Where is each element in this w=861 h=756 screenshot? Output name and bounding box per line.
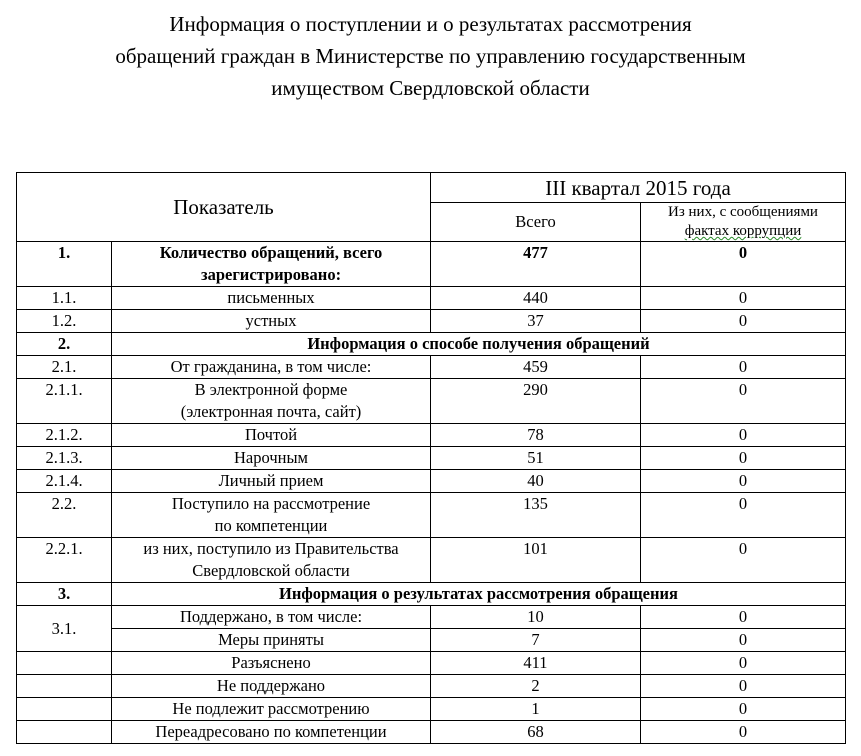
table-row (17, 538, 846, 583)
row-number: 3.1. (17, 606, 112, 652)
title-line: Информация о поступлении и о результатах рассмотрения (169, 12, 692, 36)
table-row (17, 698, 846, 721)
row-number: 2.2.1. (17, 538, 112, 583)
row-number: 1.1. (17, 287, 112, 310)
row-label: Нарочным (112, 447, 431, 470)
table-row (17, 310, 846, 333)
header-period: III квартал 2015 года (431, 173, 846, 203)
row-corruption: 0 (641, 356, 846, 379)
row-number: 3. (17, 583, 112, 606)
row-label-line: Свердловской области (192, 561, 350, 580)
row-total: 78 (431, 424, 641, 447)
table-row (17, 675, 846, 698)
row-number: 1.2. (17, 310, 112, 333)
row-total: 477 (431, 242, 641, 287)
row-corruption: 0 (641, 721, 846, 744)
table-row (17, 287, 846, 310)
row-label: письменных (112, 287, 431, 310)
row-corruption: 0 (641, 698, 846, 721)
section-heading: Информация о способе получения обращений (112, 333, 846, 356)
row-label: Не поддержано (112, 675, 431, 698)
page-title (0, 8, 861, 104)
table-row (17, 379, 846, 424)
row-label-line: из них, поступило из Правительства (143, 539, 399, 558)
header-corruption-line: фактах коррупции (684, 223, 802, 239)
row-corruption: 0 (641, 606, 846, 629)
row-total: 135 (431, 493, 641, 538)
header-total: Всего (431, 203, 641, 242)
header-corruption (641, 203, 846, 242)
row-corruption: 0 (641, 470, 846, 493)
row-corruption: 0 (641, 310, 846, 333)
row-corruption: 0 (641, 493, 846, 538)
row-number: 1. (17, 242, 112, 287)
row-label (112, 242, 431, 287)
row-number (17, 721, 112, 744)
row-number (17, 675, 112, 698)
row-label: От гражданина, в том числе: (112, 356, 431, 379)
table-row (17, 356, 846, 379)
row-total: 40 (431, 470, 641, 493)
row-corruption: 0 (641, 287, 846, 310)
section-heading: Информация о результатах рассмотрения обращения (112, 583, 846, 606)
row-number (17, 652, 112, 675)
section-row (17, 333, 846, 356)
row-total: 101 (431, 538, 641, 583)
row-label: Меры приняты (112, 629, 431, 652)
row-label-line: по компетенции (214, 516, 328, 535)
row-number: 2.1.3. (17, 447, 112, 470)
row-total: 7 (431, 629, 641, 652)
section-row (17, 583, 846, 606)
row-corruption: 0 (641, 629, 846, 652)
header-indicator: Показатель (17, 173, 431, 242)
row-label: Разъяснено (112, 652, 431, 675)
row-label-line: зарегистрировано: (200, 265, 342, 284)
row-corruption: 0 (641, 447, 846, 470)
row-label: Личный прием (112, 470, 431, 493)
row-corruption: 0 (641, 675, 846, 698)
header-corruption-line: Из них, с сообщениями (668, 204, 818, 220)
row-label: Не подлежит рассмотрению (112, 698, 431, 721)
row-label (112, 538, 431, 583)
row-total: 1 (431, 698, 641, 721)
row-label: Поддержано, в том числе: (112, 606, 431, 629)
row-total: 10 (431, 606, 641, 629)
table-row (17, 493, 846, 538)
row-label: устных (112, 310, 431, 333)
table-row (17, 652, 846, 675)
table-row (17, 629, 846, 652)
row-label: Почтой (112, 424, 431, 447)
appeals-table (16, 172, 846, 744)
row-corruption: 0 (641, 424, 846, 447)
row-total: 290 (431, 379, 641, 424)
row-total: 411 (431, 652, 641, 675)
table-row (17, 424, 846, 447)
row-number: 2.1.1. (17, 379, 112, 424)
row-label (112, 493, 431, 538)
row-number: 2.2. (17, 493, 112, 538)
row-number (17, 698, 112, 721)
title-line: обращений граждан в Министерстве по управлению государственным (115, 44, 746, 68)
row-label-line: Поступило на рассмотрение (171, 494, 371, 513)
row-number: 2.1.2. (17, 424, 112, 447)
table-row (17, 447, 846, 470)
row-corruption: 0 (641, 379, 846, 424)
row-number: 2. (17, 333, 112, 356)
row-label-line: (электронная почта, сайт) (180, 402, 362, 421)
row-corruption: 0 (641, 242, 846, 287)
table-row (17, 242, 846, 287)
row-total: 2 (431, 675, 641, 698)
row-corruption: 0 (641, 538, 846, 583)
row-number: 2.1. (17, 356, 112, 379)
row-total: 459 (431, 356, 641, 379)
row-label-line: В электронной форме (194, 380, 348, 399)
row-total: 68 (431, 721, 641, 744)
table-row (17, 721, 846, 744)
row-number: 2.1.4. (17, 470, 112, 493)
row-label (112, 379, 431, 424)
row-label: Переадресовано по компетенции (112, 721, 431, 744)
row-label-line: Количество обращений, всего (159, 243, 383, 262)
row-corruption: 0 (641, 652, 846, 675)
title-line: имуществом Свердловской области (271, 76, 590, 100)
table-row (17, 470, 846, 493)
row-total: 440 (431, 287, 641, 310)
row-total: 37 (431, 310, 641, 333)
table-row (17, 606, 846, 629)
header-row (17, 173, 846, 203)
row-total: 51 (431, 447, 641, 470)
